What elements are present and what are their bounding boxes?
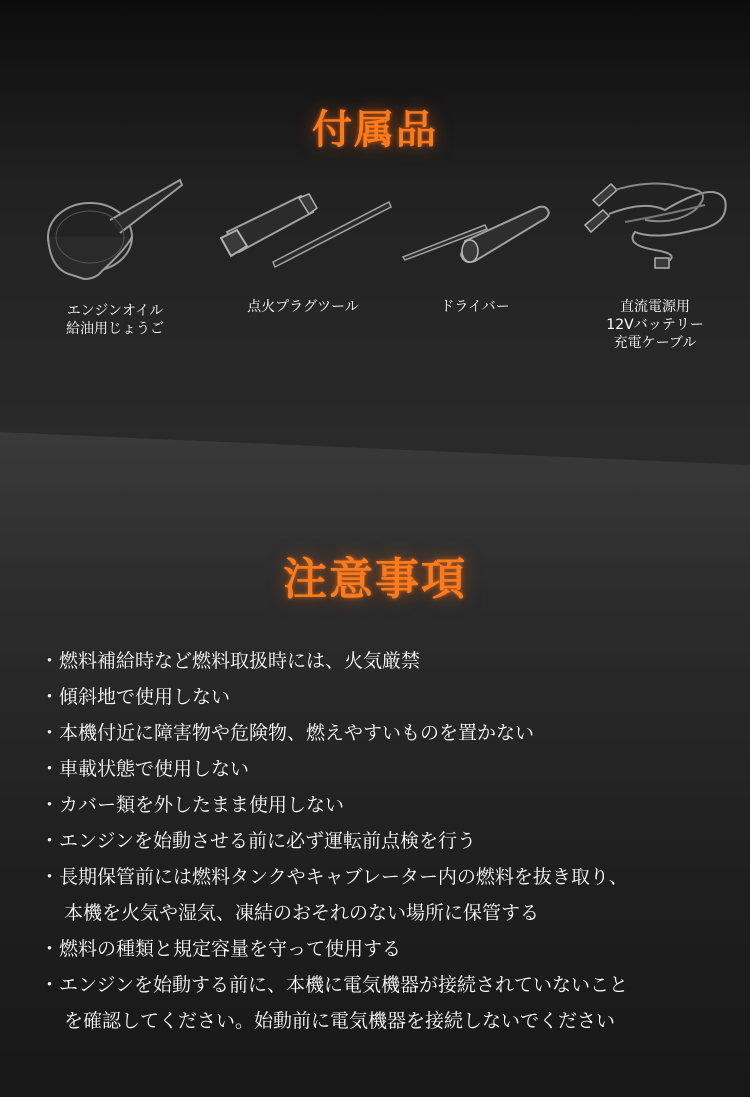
accessory-label-charging-cable: 直流電源用 12Vバッテリー 充電ケーブル xyxy=(606,299,704,351)
accessory-item-charging-cable xyxy=(575,170,735,360)
caution-item xyxy=(40,859,730,931)
caution-text: ・傾斜地で使用しない xyxy=(40,686,231,708)
caution-item xyxy=(40,715,730,751)
caution-text-continued: 本機を火気や湿気、凍結のおそれのない場所に保管する xyxy=(64,902,540,924)
caution-text: ・エンジンを始動する前に、本機に電気機器が接続されていないこと xyxy=(40,974,629,996)
accessory-label-funnel: エンジンオイル 給油用じょうご xyxy=(66,303,164,337)
caution-text: ・エンジンを始動させる前に必ず運転前点検を行う xyxy=(40,830,477,852)
charging-cable-icon xyxy=(575,170,735,280)
accessory-item-screwdriver xyxy=(395,195,555,325)
accessory-item-funnel xyxy=(40,175,190,345)
caution-text: ・本機付近に障害物や危険物、燃えやすいものを置かない xyxy=(40,722,535,744)
caution-item xyxy=(40,931,730,967)
screwdriver-icon xyxy=(395,195,555,275)
caution-item xyxy=(40,967,730,1039)
caution-text: ・長期保管前には燃料タンクやキャブレーター内の燃料を抜き取り、 xyxy=(40,866,628,888)
caution-list xyxy=(40,643,730,1039)
caution-item xyxy=(40,823,730,859)
caution-item xyxy=(40,751,730,787)
caution-text: ・カバー類を外したまま使用しない xyxy=(40,794,345,816)
caution-item xyxy=(40,787,730,823)
caution-text: ・燃料の種類と規定容量を守って使用する xyxy=(40,938,402,960)
caution-text: ・燃料補給時など燃料取扱時には、火気厳禁 xyxy=(40,650,421,672)
caution-text: ・車載状態で使用しない xyxy=(40,758,250,780)
caution-item xyxy=(40,643,730,679)
cautions-heading: 注意事項 xyxy=(283,554,467,605)
spark-plug-wrench-icon xyxy=(213,190,393,290)
accessory-label-plug-tool: 点火プラグツール xyxy=(247,299,359,315)
caution-text-continued: を確認してください。始動前に電気機器を接続しないでください xyxy=(64,1010,616,1032)
funnel-icon xyxy=(40,175,190,295)
caution-item xyxy=(40,679,730,715)
accessories-heading: 付属品 xyxy=(312,107,438,153)
accessory-item-plug-tool xyxy=(213,190,393,320)
accessory-label-screwdriver: ドライバー xyxy=(440,299,510,315)
